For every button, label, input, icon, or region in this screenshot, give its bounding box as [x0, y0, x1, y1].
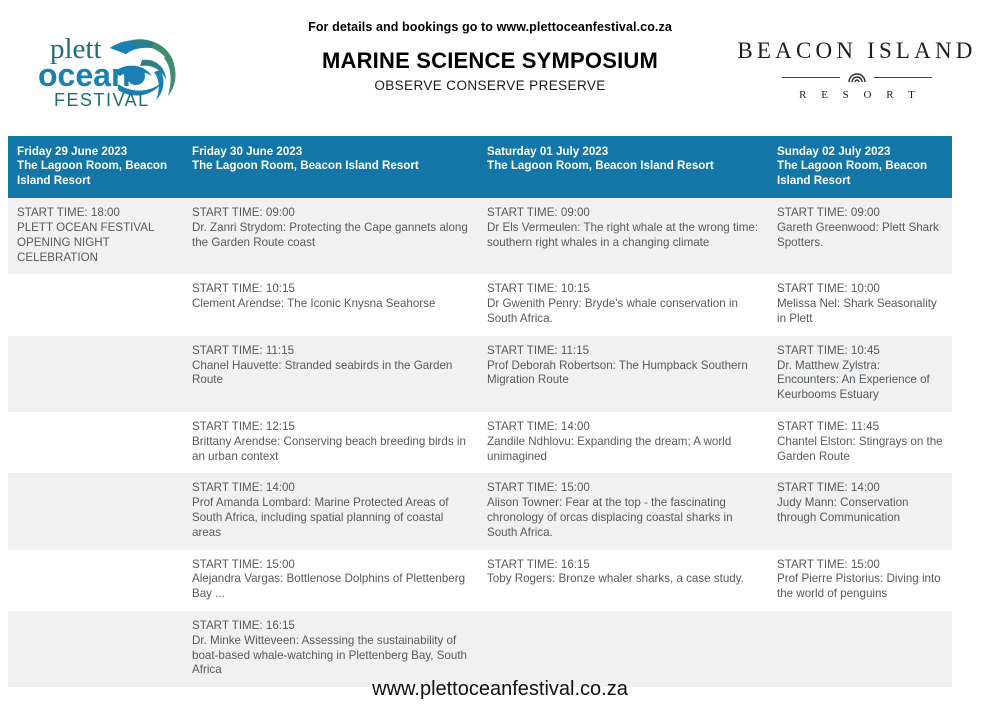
- svg-text:ocean: ocean: [38, 57, 131, 93]
- session-title: Zandile Ndhlovu: Expanding the dream; A world unimagined: [487, 434, 732, 463]
- session-time: START TIME: 10:00: [777, 282, 880, 296]
- column-header-date: Sunday 02 July 2023: [777, 145, 891, 158]
- session-time: START TIME: 11:15: [192, 343, 295, 357]
- session-title: Dr Els Vermeulen: The right whale at the wrong time: southern right whales in a changing climate: [487, 221, 759, 249]
- schedule-cell: [478, 198, 768, 274]
- session-title: Prof Deborah Robertson: The Humpback Southern Migration Route: [487, 358, 748, 387]
- beacon-island-name: BEACON ISLAND: [737, 38, 977, 63]
- schedule-cell: [768, 274, 952, 335]
- session-time: START TIME: 14:00: [487, 419, 590, 433]
- beacon-arch-icon: [847, 71, 867, 83]
- column-header-date: Friday 29 June 2023: [17, 145, 128, 158]
- schedule-cell: [8, 336, 183, 412]
- poster-header: [0, 0, 1000, 122]
- session-title: Judy Mann: Conservation through Communication: [777, 496, 909, 524]
- schedule-cell: [8, 412, 183, 473]
- session-title: Prof Amanda Lombard: Marine Protected Areas of South Africa, including spatial planning of coastal areas: [192, 496, 449, 539]
- divider-line-left: [782, 77, 840, 78]
- schedule-cell: [768, 412, 952, 473]
- table-row: [8, 336, 952, 412]
- session-time: START TIME: 10:15: [487, 282, 590, 296]
- schedule-header-row: [8, 136, 952, 198]
- plett-ocean-festival-logo: [14, 26, 194, 112]
- session-time: START TIME: 10:15: [192, 282, 295, 296]
- schedule-body: [8, 198, 952, 687]
- session-time: START TIME: 16:15: [192, 618, 295, 632]
- schedule-cell: [768, 336, 952, 412]
- schedule-cell: [478, 274, 768, 335]
- schedule-cell: [768, 198, 952, 274]
- session-time: START TIME: 09:00: [192, 206, 295, 220]
- session-time: START TIME: 14:00: [777, 481, 880, 495]
- column-header-venue: The Lagoon Room, Beacon Island Resort: [192, 159, 419, 173]
- session-time: START TIME: 16:15: [487, 557, 590, 571]
- schedule-cell: [768, 550, 952, 611]
- table-row: [8, 198, 952, 274]
- column-header-day-2: [183, 136, 478, 198]
- svg-text:FESTIVAL: FESTIVAL: [54, 90, 150, 110]
- symposium-schedule-table: [8, 136, 952, 687]
- table-row: [8, 412, 952, 473]
- session-time: START TIME: 18:00: [17, 206, 120, 220]
- table-row: [8, 550, 952, 611]
- table-row: [8, 274, 952, 335]
- schedule-cell: [8, 550, 183, 611]
- session-title: Chanel Hauvette: Stranded seabirds in the Garden Route: [192, 358, 453, 387]
- booking-info-line: For details and bookings go to www.plettoceanfestival.co.za: [308, 20, 672, 34]
- session-time: START TIME: 12:15: [192, 419, 295, 433]
- schedule-cell: [183, 611, 478, 687]
- session-time: START TIME: 14:00: [192, 481, 295, 495]
- session-time: START TIME: 15:00: [777, 557, 880, 571]
- footer-website: www.plettoceanfestival.co.za: [372, 678, 628, 700]
- schedule-cell: [8, 611, 183, 687]
- column-header-date: Friday 30 June 2023: [192, 145, 303, 158]
- schedule-cell: [183, 473, 478, 549]
- column-header-day-3: [478, 136, 768, 198]
- schedule-cell: [478, 336, 768, 412]
- schedule-cell: [8, 274, 183, 335]
- session-time: START TIME: 09:00: [777, 206, 880, 220]
- session-title: Alison Towner: Fear at the top - the fascinating chronology of orcas displacing coastal sharks in South Africa.: [487, 496, 733, 539]
- column-header-date: Saturday 01 July 2023: [487, 145, 609, 158]
- schedule-header-row-group: [8, 136, 952, 198]
- schedule-cell: [478, 412, 768, 473]
- divider-line-right: [874, 77, 932, 78]
- svg-text:plett: plett: [50, 33, 102, 65]
- session-title: Melissa Nel: Shark Seasonality in Plett: [777, 297, 937, 325]
- session-title: Dr. Zanri Strydom: Protecting the Cape gannets along the Garden Route coast: [192, 221, 468, 249]
- schedule-cell: [183, 274, 478, 335]
- beacon-divider: [732, 71, 982, 83]
- schedule-cell: [478, 473, 768, 549]
- session-time: START TIME: 15:00: [192, 557, 295, 571]
- schedule-cell: [478, 611, 768, 687]
- column-header-venue: The Lagoon Room, Beacon Island Resort: [487, 159, 714, 173]
- table-row: [8, 473, 952, 549]
- column-header-venue: The Lagoon Room, Beacon Island Resort: [17, 159, 168, 187]
- session-title: Toby Rogers: Bronze whaler sharks, a case study.: [487, 572, 744, 586]
- session-title: Gareth Greenwood: Plett Shark Spotters.: [777, 221, 939, 249]
- session-time: START TIME: 15:00: [487, 481, 590, 495]
- session-time: START TIME: 10:45: [777, 343, 880, 357]
- schedule-cell: [183, 412, 478, 473]
- schedule-cell: [768, 611, 952, 687]
- session-title: PLETT OCEAN FESTIVAL OPENING NIGHT CELEBRATION: [17, 221, 155, 264]
- beacon-island-resort-logo: [732, 38, 982, 101]
- session-title: Alejandra Vargas: Bottlenose Dolphins of Plettenberg Bay ...: [192, 572, 466, 601]
- session-title: Chantel Elston: Stingrays on the Garden Route: [777, 434, 943, 463]
- session-title: Brittany Arendse: Conserving beach breeding birds in an urban context: [192, 434, 466, 463]
- table-row: [8, 611, 952, 687]
- beacon-resort-word: R E S O R T: [799, 89, 921, 101]
- schedule-cell: [183, 198, 478, 274]
- session-title: Dr Gwenith Penry: Bryde's whale conservation in South Africa.: [487, 297, 738, 325]
- schedule-cell: [478, 550, 768, 611]
- session-time: START TIME: 11:45: [777, 419, 880, 433]
- session-title: Dr. Minke Witteveen: Assessing the sustainability of boat-based whale-watching in Plettenberg Bay, South Africa: [192, 633, 467, 677]
- footer: [0, 678, 1000, 701]
- schedule-cell: [768, 473, 952, 549]
- page-subtitle: OBSERVE CONSERVE PRESERVE: [374, 78, 606, 93]
- header-title-block: [230, 20, 750, 93]
- schedule-cell: [183, 336, 478, 412]
- session-time: START TIME: 11:15: [487, 343, 590, 357]
- session-time: START TIME: 09:00: [487, 206, 590, 220]
- column-header-day-1: [8, 136, 183, 198]
- schedule-cell: [8, 473, 183, 549]
- schedule-cell: [8, 198, 183, 274]
- column-header-venue: The Lagoon Room, Beacon Island Resort: [777, 159, 928, 187]
- session-title: Dr. Matthew Zylstra: Encounters: An Experience of Keurbooms Estuary: [777, 358, 930, 402]
- page-title: MARINE SCIENCE SYMPOSIUM: [321, 48, 659, 73]
- schedule-cell: [183, 550, 478, 611]
- session-title: Prof Pierre Pistorius: Diving into the world of penguins: [777, 572, 941, 601]
- column-header-day-4: [768, 136, 952, 198]
- session-title: Clement Arendse: The Iconic Knysna Seahorse: [192, 297, 436, 311]
